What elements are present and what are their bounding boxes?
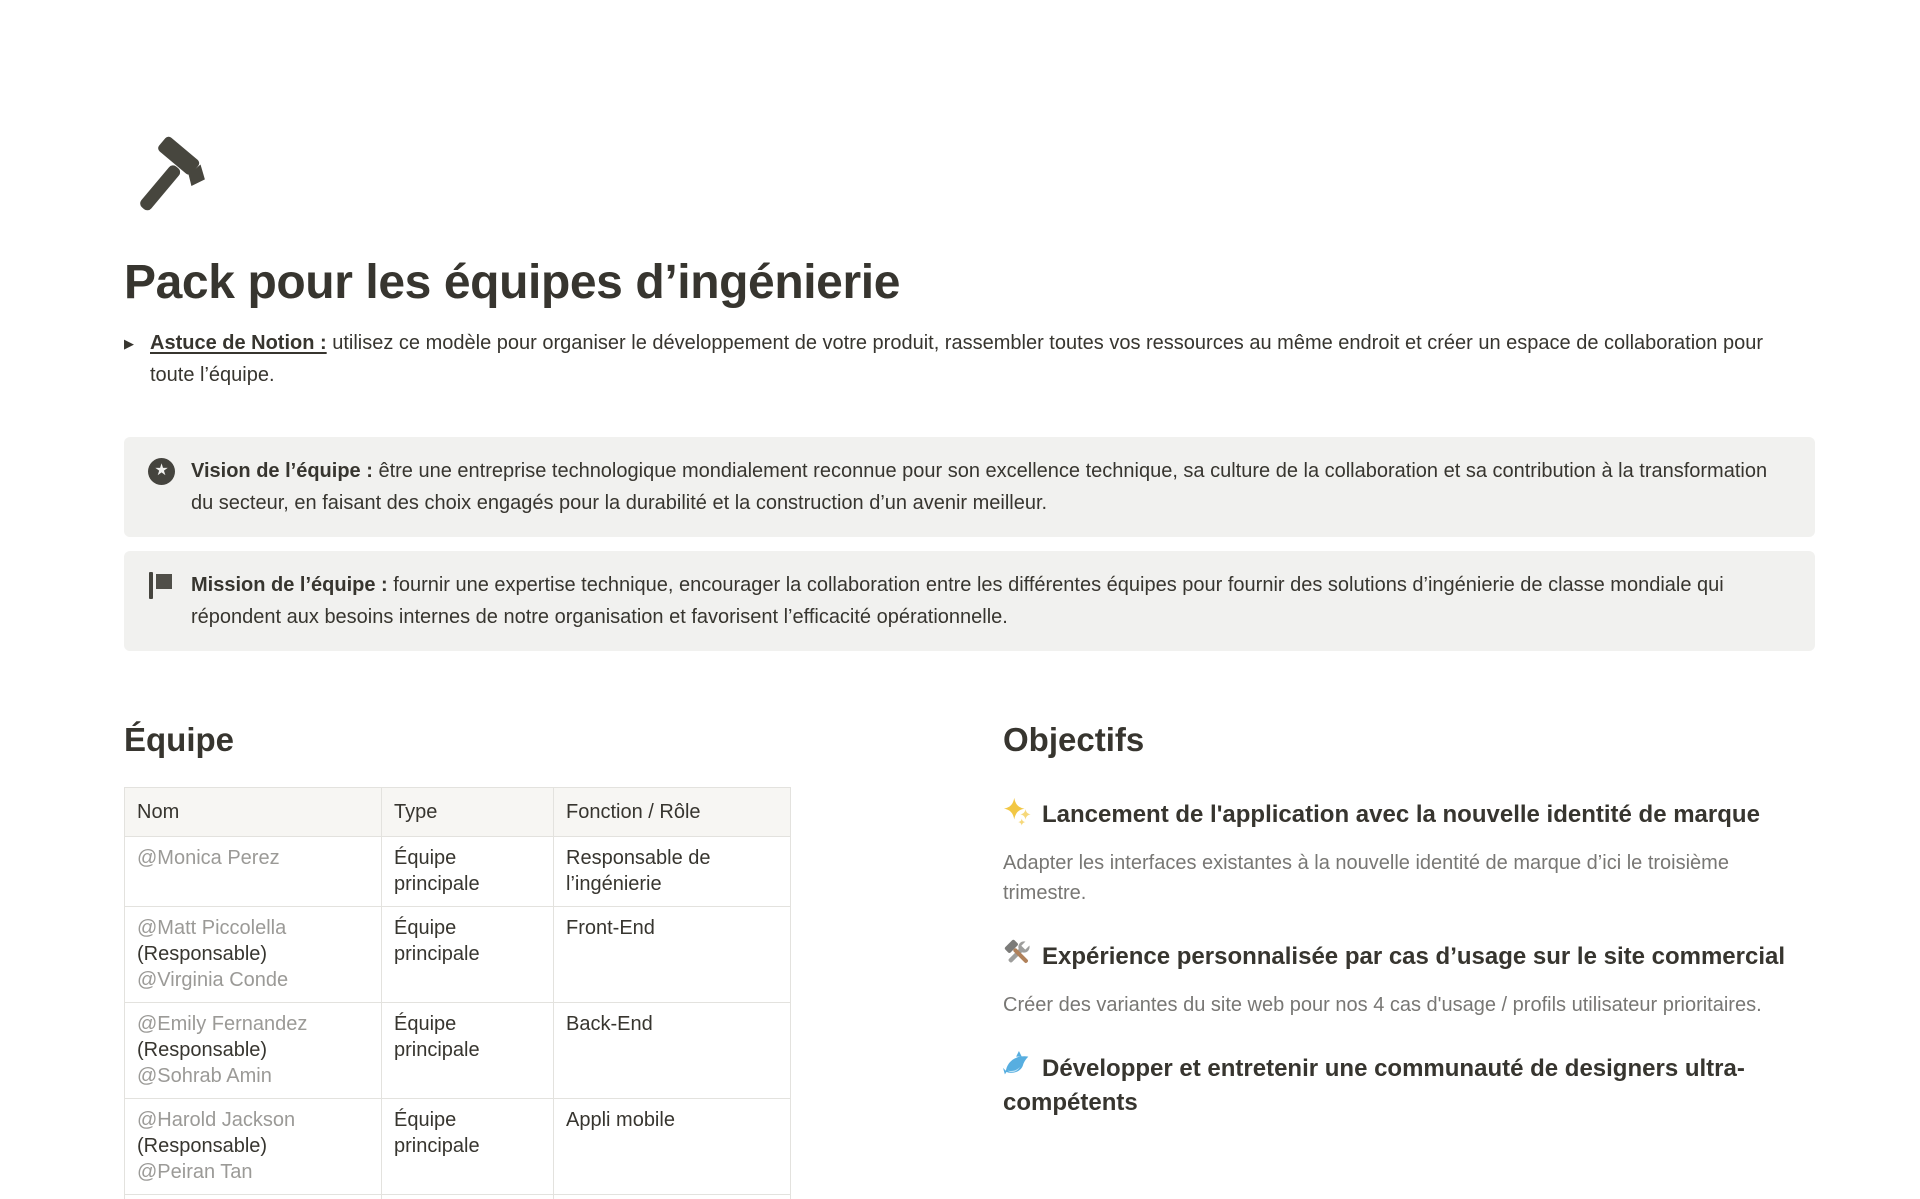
role-cell: Front-End: [554, 906, 791, 1002]
goal-title: Lancement de l'application avec la nouvelle identité de marque: [1003, 796, 1815, 832]
star-circle-icon: ★: [148, 458, 175, 485]
role-cell: Appli mobile: [554, 1098, 791, 1194]
vision-text: [191, 455, 1791, 519]
name-cell: [125, 1194, 382, 1199]
hammer-icon[interactable]: [124, 136, 210, 222]
sparkles-icon: [1003, 796, 1033, 826]
table-row: [125, 836, 791, 906]
user-mention[interactable]: @Matt Piccolella: [137, 916, 287, 939]
mission-callout: [124, 551, 1815, 651]
goals-section: [1003, 719, 1815, 1199]
goal-title: Expérience personnalisée par cas d’usage sur le site commercial: [1003, 938, 1815, 974]
column-header-role: Fonction / Rôle: [554, 787, 791, 836]
type-cell: Équipe principale: [382, 1002, 554, 1098]
user-mention[interactable]: @Monica Perez: [137, 846, 280, 869]
user-mention[interactable]: @Harold Jackson: [137, 1108, 296, 1131]
name-cell: [125, 1002, 382, 1098]
team-heading: Équipe: [124, 720, 235, 758]
column-header-type: Type: [382, 787, 554, 836]
mission-body: fournir une expertise technique, encourager la collaboration entre les différentes équipes pour fournir des solutions d’ingénierie de classe mondiale qui répondent aux besoins internes de notre organisation et favorisent l’efficacité opérationnelle.: [191, 573, 1724, 628]
tip-toggle-block: [124, 327, 1815, 391]
goal-description: Adapter les interfaces existantes à la nouvelle identité de marque d’ici le troisième trimestre.: [1003, 851, 1729, 904]
mission-label: Mission de l’équipe :: [191, 573, 388, 596]
vision-callout: [124, 437, 1815, 537]
role-cell: Responsable de l’ingénierie: [554, 836, 791, 906]
vision-body: être une entreprise technologique mondialement reconnue pour son excellence technique, sa culture de la collaboration et sa contribution à la transformation du secteur, en faisant des choix engagés pour la durabilité et la construction d’un avenir meilleur.: [191, 459, 1768, 514]
hammer-wrench-icon: [1003, 938, 1033, 968]
page-title: Pack pour les équipes d’ingénierie: [124, 256, 900, 309]
name-cell: [125, 1098, 382, 1194]
name-cell: [125, 836, 382, 906]
role-cell: [554, 1194, 791, 1199]
user-mention[interactable]: @Emily Fernandez: [137, 1012, 308, 1035]
tip-label[interactable]: Astuce de Notion :: [150, 331, 327, 354]
type-cell: Équipe principale: [382, 836, 554, 906]
responsable-tag: (Responsable): [137, 1134, 268, 1157]
user-mention[interactable]: @Peiran Tan: [137, 1160, 253, 1183]
responsable-tag: (Responsable): [137, 1038, 268, 1061]
table-header-row: [125, 787, 791, 836]
columns: [124, 719, 1815, 1199]
table-row: [125, 906, 791, 1002]
team-section: [124, 719, 790, 1199]
role-cell: Back-End: [554, 1002, 791, 1098]
user-mention[interactable]: @Virginia Conde: [137, 968, 289, 991]
table-row: [125, 1194, 791, 1199]
tip-body: utilisez ce modèle pour organiser le développement de votre produit, rassembler toutes vos ressources au même endroit et créer un espace de collaboration pour toute l’équipe.: [150, 331, 1764, 386]
tip-text: [150, 327, 1800, 391]
flag-icon: [148, 572, 175, 599]
team-table: [124, 787, 791, 1199]
type-cell: Équipe principale: [382, 906, 554, 1002]
type-cell: Équipe principale: [382, 1098, 554, 1194]
goal-description: Créer des variantes du site web pour nos 4 cas d'usage / profils utilisateur prioritaires.: [1003, 994, 1762, 1016]
type-cell: [382, 1194, 554, 1199]
responsable-tag: (Responsable): [137, 942, 268, 965]
mission-text: [191, 569, 1791, 633]
table-row: [125, 1002, 791, 1098]
goals-heading: Objectifs: [1003, 720, 1145, 758]
column-header-nom: Nom: [125, 787, 382, 836]
toggle-triangle-icon[interactable]: ▶: [124, 335, 134, 351]
user-mention[interactable]: @Sohrab Amin: [137, 1064, 272, 1087]
goal-title: Développer et entretenir une communauté de designers ultra-compétents: [1003, 1050, 1815, 1120]
vision-label: Vision de l’équipe :: [191, 459, 373, 482]
dolphin-icon: [1003, 1050, 1033, 1080]
table-row: [125, 1098, 791, 1194]
name-cell: [125, 906, 382, 1002]
